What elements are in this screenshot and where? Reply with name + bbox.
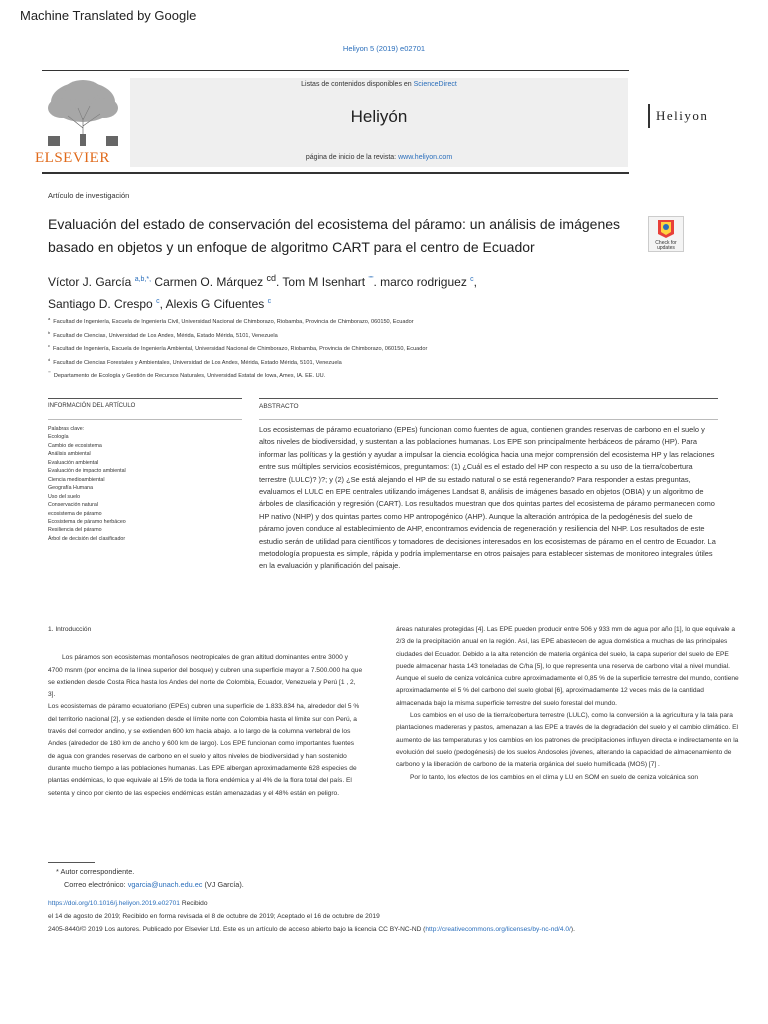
elsevier-tree-logo	[38, 78, 128, 148]
abstract-heading: ABSTRACTO	[259, 403, 299, 410]
keyword: Uso del suelo	[48, 493, 81, 500]
header-bottom-rule	[42, 172, 629, 174]
check-for-updates-badge[interactable]	[648, 216, 684, 252]
abstract-section-rule	[259, 398, 718, 399]
email-link[interactable]: vgarcia@unach.edu.ec	[127, 880, 203, 889]
info-section-rule	[48, 398, 242, 399]
author-name: Tom M Isenhart	[282, 275, 366, 289]
sciencedirect-link[interactable]: ScienceDirect	[413, 81, 457, 88]
body-column-right	[396, 624, 741, 784]
paragraph: Los páramos son ecosistemas montañosos neotropicales de gran altitud dominantes entre 3000 y 4700 msnm (por encima de la línea superior del bosque) y cubren una superficie mayor a 7.500.000 ha que se extienden desde Costa Rica hasta los Andes del norte de Colombia, Ecuador, Venezuela y Perú [1 , 2, 3].	[48, 654, 363, 699]
author-affil-marks: cd	[266, 273, 276, 283]
keyword: Análisis ambiental	[48, 451, 91, 458]
abstract-text: Los ecosistemas de páramo ecuatoriano (EPEs) funcionan como fuentes de agua, contienen grandes reservas de carbono en el suelo y altos niveles de biodiversidad, y sustentan a las poblaciones humanas. Los EPE son principalmente herbáceos de páramo (HP). Para informar las políticas y la gestión y ayudar a impulsar la ciencia ecológica hacia una mejor comprensión del ecosistema HP y las relaciones entre sus múltiples servicios ecosistémicos, preguntamos: (1) ¿Cuál es el estado del HP con respecto a su uso de la tierra/cobertura terrestre (LULC)? )?; y (2) ¿Se está alejando el HP de su estado natural o se está regenerando? Para responder a estas preguntas, evaluamos el LULC en EPE centrales utilizando imágenes Landsat 8, análisis de imágenes basado en objetos (OBIA) y un algoritmo de árboles de clasificación y regresión (CART). Los resultados muestran que dos quintas partes del ecosistema de páramo permanecen como HP nativo (NHP) y dos quintas partes como HP antropogénico (AHP). Aunque la alteración antrópica de la pedogénesis del suelo de páramo joven conduce al establecimiento de AHP, encontramos evidencia de regeneración y resiliencia del NHP. Los resultados de este estudio serán de utilidad para científicos y tomadores de decisiones interesados en los ecosistemas de páramo en el centro de Ecuador. La metodología propuesta es simple, rápida y podría implementarse en otros paisajes para establecer sistemas de monitoreo integrales útiles en la evaluación y planificación del paisaje.	[259, 425, 716, 571]
author-name: marco rodriguez	[380, 275, 467, 289]
license-link[interactable]: http://creativecommons.org/licenses/by-nc-nd/4.0/	[425, 926, 571, 933]
elsevier-wordmark: ELSEVIER	[35, 150, 110, 166]
keyword: Árbol de decisión del clasificador	[48, 535, 126, 542]
license-line: 2405-8440/© 2019 Los autores. Publicado por Elsevier Ltd. Este es un artículo de acceso abierto bajo la licencia CC BY-NC-ND (http://creativecommons.org/licenses/by-nc-nd/4.0/).	[48, 926, 575, 933]
article-info-heading: INFORMACIÓN DEL ARTÍCULO	[48, 403, 136, 409]
article-dates: el 14 de agosto de 2019; Recibido en forma revisada el 8 de octubre de 2019; Aceptado el 16 de octubre de 2019	[48, 913, 380, 920]
author-affil-marks[interactable]: a,b,*,	[134, 276, 152, 283]
check-updates-icon	[648, 216, 684, 252]
body-column-left	[48, 624, 363, 800]
badge-line1: Check for	[655, 240, 677, 246]
author-name: Carmen O. Márquez	[154, 275, 264, 289]
keywords-list	[48, 425, 238, 543]
email-line: Correo electrónico: vgarcia@unach.edu.ec (VJ García).	[64, 880, 244, 889]
doi-line: https://doi.org/10.1016/j.heliyon.2019.e02701 Recibido	[48, 900, 208, 907]
contents-availability: Listas de contenidos disponibles en ScienceDirect	[301, 81, 457, 88]
article-type: Artículo de investigación	[48, 191, 130, 200]
keyword: ecosistema de páramo	[48, 510, 102, 517]
affiliation-item: $^b$Facultad de Ciencias, Universidad de Los Andes, Mérida, Estado Mérida, 5101, Venezuela	[48, 329, 278, 339]
abstract-heading-rule	[259, 419, 718, 420]
affiliation-item: $^a$Facultad de Ingeniería, Escuela de Ingeniería Civil, Universidad Nacional de Chimborazo, Riobamba, Provincia de Chimborazo, 060150, Ecuador	[48, 316, 414, 325]
footnote-rule	[48, 862, 95, 863]
paragraph: Los ecosistemas de páramo ecuatoriano (EPEs) cubren una superficie de 1.833.834 ha, alrededor del 5 % del territorio nacional [2], y se extienden desde el límite norte con Colombia hasta el límite sur con Perú, a través del corredor andino, y se extienden 600 km hacia abajo. a lo largo de la columna vertebral de los Andes (alrededor de 180 km de ancho y 600 km de largo). Los EPE funcionan como importantes fuentes de agua con grandes reservas de carbono en el suelo y altos niveles de biodiversidad y han sostenido durante mucho tiempo a las poblaciones humanas. Las EPE albergan aproximadamente 628 especies de plantas endémicas, lo que equivale al 15% de toda la flora endémica y al 4% de la flora total del país. El setenta y cinco por ciento de las especies endémicas están amenazadas y el 48% están en peligro.	[48, 703, 360, 797]
header-top-rule	[42, 70, 629, 71]
journal-homepage-link[interactable]: www.heliyon.com	[398, 154, 453, 161]
author-name: Santiago D. Crespo	[48, 297, 153, 311]
author-name: Víctor J. García	[48, 275, 132, 289]
journal-homepage: página de inicio de la revista: www.heliyon.com	[305, 154, 453, 161]
corresponding-author-note: * Autor correspondiente.	[56, 867, 135, 876]
author-affil-marks: ""	[368, 276, 374, 283]
author-name: Alexis G Cifuentes	[165, 297, 265, 311]
keyword: Ecología	[48, 434, 69, 441]
journal-reference-link[interactable]: Heliyon 5 (2019) e02701	[342, 44, 426, 53]
keywords-label: Palabras clave:	[48, 426, 85, 432]
heliyon-logo: Heliyon	[656, 108, 709, 123]
affiliation-item: $^c$Facultad de Ingeniería, Escuela de Ingeniería Ambiental, Universidad Nacional de Chimborazo, Riobamba, Provincia de Chimborazo, 060150, Ecuador	[48, 343, 428, 352]
journal-title: Heliyón	[350, 107, 408, 126]
doi-link[interactable]: https://doi.org/10.1016/j.heliyon.2019.e02701	[48, 900, 180, 907]
keyword: Cambio de ecosistema	[48, 442, 102, 449]
keyword: Resiliencia del páramo	[48, 527, 102, 534]
badge-line2: updates	[657, 245, 675, 251]
affiliations	[48, 314, 688, 382]
keyword: Evaluación ambiental	[48, 459, 99, 466]
affiliation-item: $^d$Facultad de Ciencias Forestales y Ambientales, Universidad de Los Andes, Mérida, Estado Mérida, 5101, Venezuela	[48, 356, 342, 366]
translation-banner: Machine Translated by Google	[20, 8, 197, 23]
keyword: Evaluación de impacto ambiental	[48, 468, 126, 475]
keyword: Ecosistema de páramo herbáceo	[48, 518, 126, 525]
affiliation-item: ""Departamento de Ecología y Gestión de Recursos Naturales, Universidad Estatal de Iowa, Ames, IA. EE. UU.	[48, 370, 326, 380]
author-affil-marks: c	[267, 298, 272, 305]
author-affil-marks: c	[470, 276, 474, 283]
author-affil-marks: c	[156, 298, 160, 305]
article-title: Evaluación del estado de conservación del ecosistema del páramo: un análisis de imágenes basado en objetos y un enfoque de algoritmo CART para el centro de Ecuador	[48, 216, 621, 255]
author-list: Víctor J. García $^{a,b,*,}$ Carmen O. Márquez $^{cd}$. Tom M Isenhart "". marco rodriguez $^c$, Santiago D. Crespo $^c$, Alexis G Cifuentes $^c$	[48, 273, 478, 311]
paragraph: Los cambios en el uso de la tierra/cobertura terrestre (LULC), como la conversión a la agricultura y la tala para plantaciones madereras y pastos, amenazan a las EPE a través de la degradación del suelo y el cambio climático. El aumento de las temperaturas y los cambios en los patrones de precipitaciones influyen directa e indirectamente en la evolución del suelo (pedogénesis) de los suelos Andosoles jóvenes, alterando la capacidad de almacenamiento de carbono y la liberación de carbono de la materia orgánica del suelo humificada (MOS) [7] .	[396, 712, 739, 769]
paragraph: Por lo tanto, los efectos de los cambios en el clima y LU en SOM en suelo de ceniza volcánica son	[410, 773, 699, 781]
info-heading-rule	[48, 419, 242, 420]
paragraph: áreas naturales protegidas [4]. Las EPE pueden producir entre 506 y 933 mm de agua por año [1], lo que equivale a 2/3 de la precipitación anual en la región. Así, las EPE abastecen de agua doméstica a muchas de las principales ciudades del Ecuador. Debido a la alta retención de materia orgánica del suelo, la capa superior del suelo de EPE puede almacenar hasta 143 toneladas de C/ha [5], lo que representa una reserva de carbono vital a nivel mundial. Aunque el suelo de ceniza volcánica cubre aproximadamente el 0,85 % de la superficie terrestre del mundo, contiene aproximadamente el 5 % del carbono del suelo global [6], aproximadamente 12 veces más de la cantidad almacenada bajo la misma superficie terrestre del suelo forestal del mundo.	[396, 626, 739, 707]
heliyon-logo-bar	[648, 104, 650, 128]
keyword: Geografía Humana	[48, 485, 94, 492]
section-heading: 1. Introducción	[48, 626, 92, 633]
keyword: Conservación natural	[48, 502, 99, 509]
keyword: Ciencia medioambiental	[48, 476, 105, 483]
